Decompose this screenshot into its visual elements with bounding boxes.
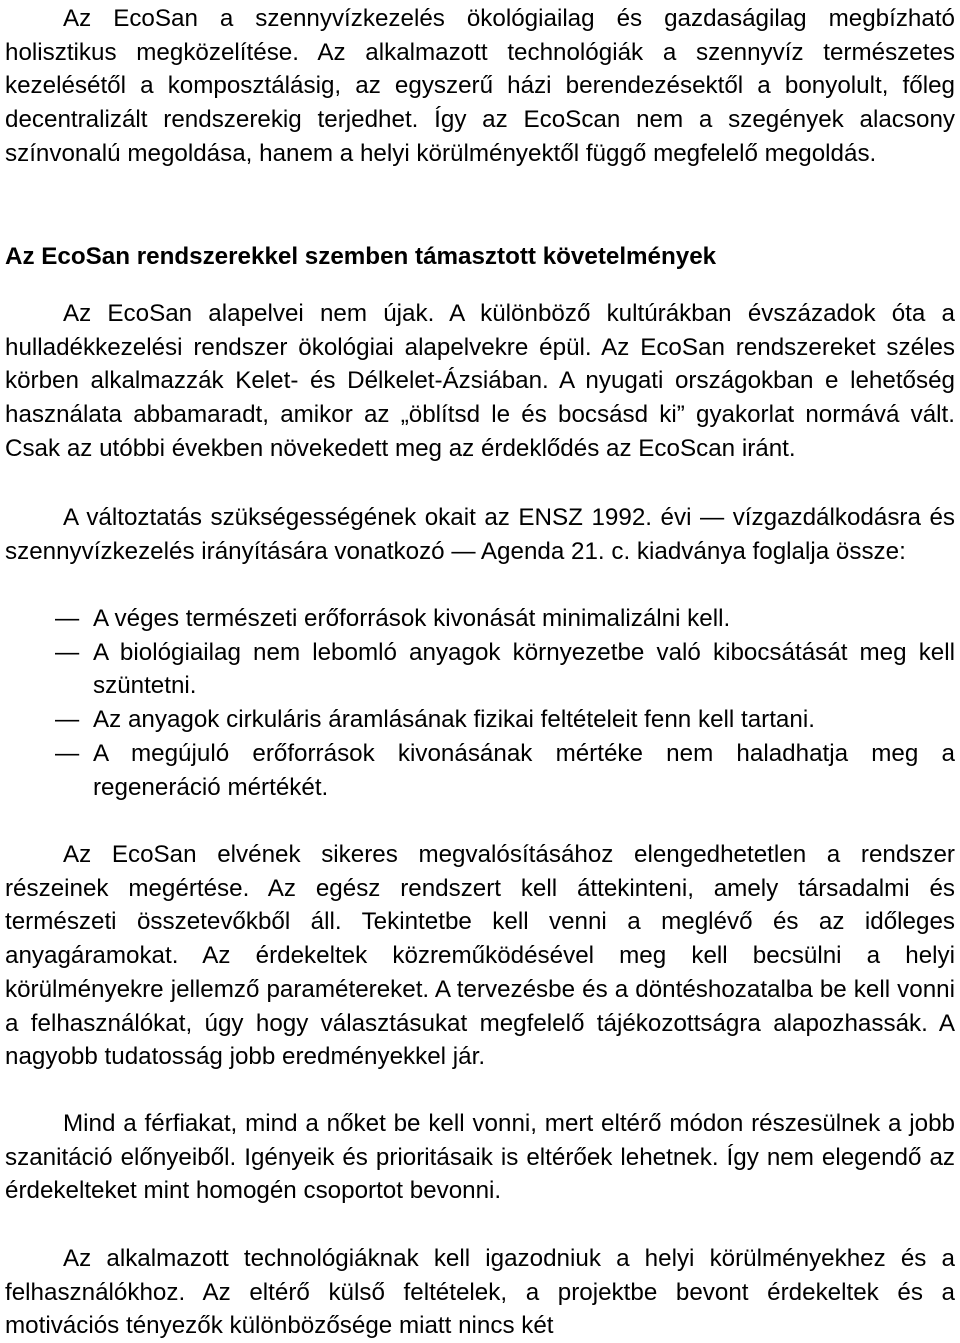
list-item-text: Az anyagok cirkuláris áramlásának fizikai feltételeit fenn kell tartani. [93, 706, 815, 734]
requirements-list [5, 602, 955, 804]
list-item [5, 737, 955, 804]
paragraph-gender: Mind a férfiakat, mind a nőket be kell vonni, mert eltérő módon részesülnek a jobb szanitáció előnyeiből. Igényeik és prioritásaik is eltérőek lehetnek. Így nem elegendő az érdekelteket mint homogén csoportot bevonni. [5, 1110, 955, 1205]
paragraph-technologies: Az alkalmazott technológiáknak kell igazodniuk a helyi körülményekhez és a felhasználókhoz. Az eltérő külső feltételek, a projektbe bevont érdekeltek és a motivációs tényezők különbözősége miatt nincs két [5, 1245, 955, 1340]
dash-bullet: — [55, 739, 80, 767]
paragraph-implementation: Az EcoSan elvének sikeres megvalósításához elengedhetetlen a rendszer részeinek megértése. Az egész rendszert kell áttekinteni, amely társadalmi és természeti összetevőkből áll. Tekintetbe kell venni a meglévő és az időleges anyagáramokat. Az érdekeltek közreműködésével meg kell becsülni a helyi körülményekre jellemző paramétereket. A tervezésbe és a döntéshozatalba be kell vonni a felhasználókat, úgy hogy választásukat megfelelő tájékozottságra alapozhassák. A nagyobb tudatosság jobb eredményekkel jár. [5, 841, 955, 1071]
dash-bullet: — [55, 638, 80, 666]
paragraph-intro: Az EcoSan a szennyvízkezelés ökológiailag és gazdaságilag megbízható holisztikus megközelítése. Az alkalmazott technológiák a szennyvíz természetes kezelésétől a komposztálásig, az egyszerű házi berendezésektől a bonyolult, főleg decentralizált rendszerekig terjedhet. Így az EcoScan nem a szegények alacsony színvonalú megoldása, hanem a helyi körülményektől függő megfelelő megoldás. [5, 5, 955, 167]
paragraph-agenda21: A változtatás szükségességének okait az ENSZ 1992. évi — vízgazdálkodásra és szennyvízkezelés irányítására vonatkozó — Agenda 21. c. kiadványa foglalja össze: [5, 504, 955, 565]
list-item-text: A véges természeti erőforrások kivonását minimalizálni kell. [93, 605, 731, 632]
section-heading: Az EcoSan rendszerekkel szemben támasztott követelmények [5, 243, 717, 270]
list-item [5, 703, 955, 737]
paragraph-principles: Az EcoSan alapelvei nem újak. A különböző kultúrákban évszázadok óta a hulladékkezelési rendszer ökológiai alapelvekre épül. Az EcoSan rendszereket széles körben alkalmazzák Kelet- és Délkelet-Ázsiában. A nyugati országokban e lehetőség használata abbamaradt, amikor az „öblítsd le és bocsásd ki” gyakorlat normává vált. Csak az utóbbi években növekedett meg az érdeklődés az EcoScan iránt. [5, 300, 955, 462]
dash-bullet: — [55, 706, 80, 734]
dash-bullet: — [55, 605, 80, 632]
list-item [5, 636, 955, 703]
list-item-text: A biológiailag nem lebomló anyagok környezetbe való kibocsátását meg kell szüntetni. [93, 638, 955, 700]
list-item-text: A megújuló erőforrások kivonásának mértéke nem haladhatja meg a regeneráció mértékét. [93, 739, 955, 801]
list-item [5, 602, 955, 636]
